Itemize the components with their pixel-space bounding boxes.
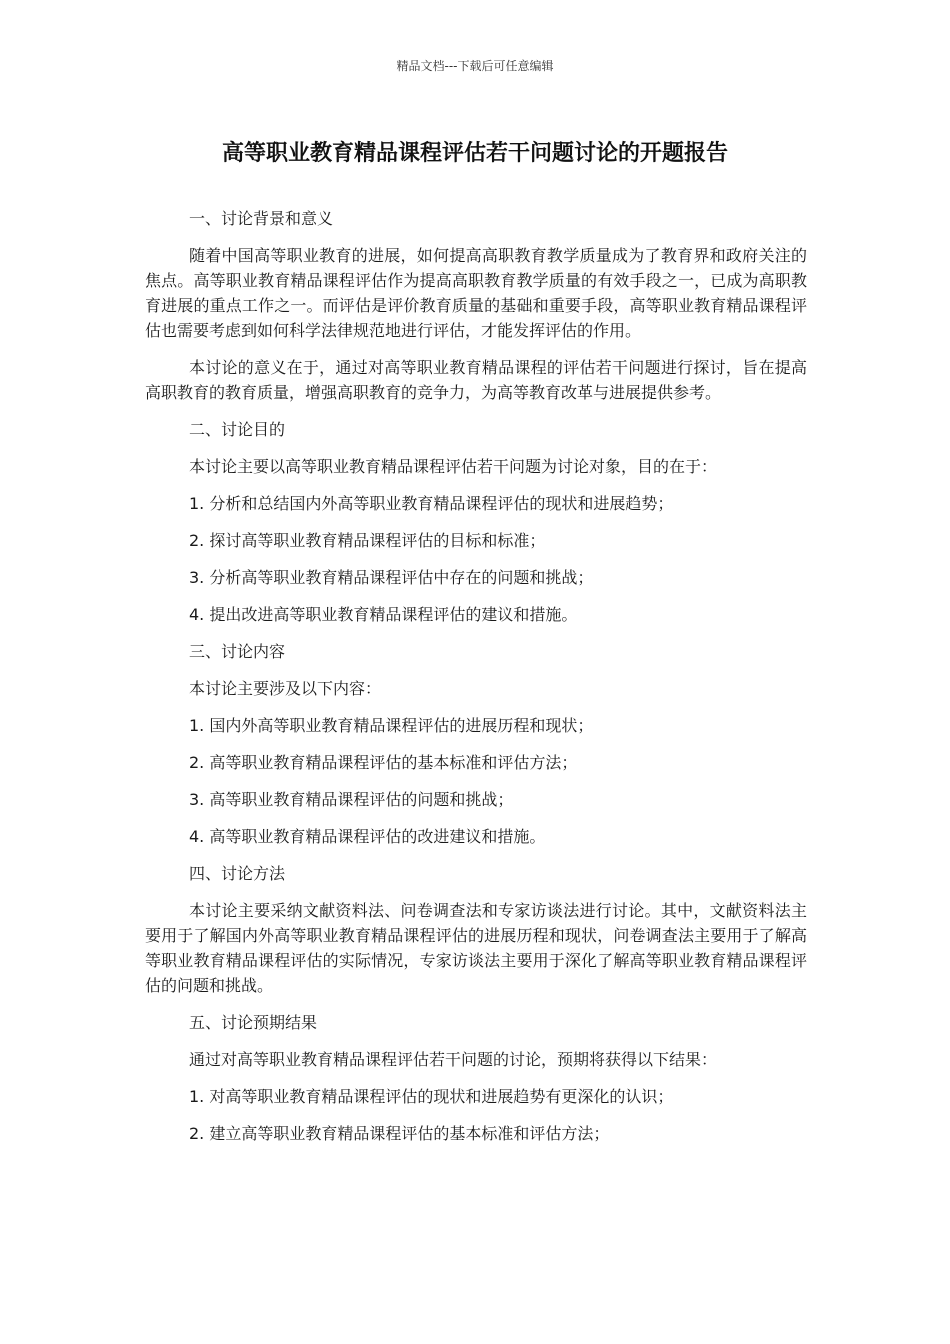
- list-item: 1. 分析和总结国内外高等职业教育精品课程评估的现状和进展趋势；: [189, 494, 674, 513]
- paragraph-purpose-intro: 本讨论主要以高等职业教育精品课程评估若干问题为讨论对象，目的在于：: [189, 457, 718, 476]
- list-item: 2. 探讨高等职业教育精品课程评估的目标和标准；: [189, 531, 546, 550]
- paragraph-background: 随着中国高等职业教育的进展，如何提高高职教育教学质量成为了教育界和政府关注的焦点。高等职业教育精品课程评估作为提高高职教育教学质量的有效手段之一，已成为高职教育进展的重点工作之一。而评估是评价教育质量的基础和重要手段，高等职业教育精品课程评估也需要考虑到如何科学法律规范地进行评估，才能发挥评估的作用。: [145, 246, 807, 340]
- section-heading-purpose: 二、讨论目的: [189, 420, 286, 439]
- paragraph-results-intro: 通过对高等职业教育精品课程评估若干问题的讨论，预期将获得以下结果：: [189, 1050, 718, 1069]
- section-heading-expected-results: 五、讨论预期结果: [189, 1013, 318, 1032]
- list-item: 2. 建立高等职业教育精品课程评估的基本标准和评估方法；: [189, 1124, 610, 1143]
- list-item: 1. 对高等职业教育精品课程评估的现状和进展趋势有更深化的认识；: [189, 1087, 674, 1106]
- paragraph-significance: 本讨论的意义在于，通过对高等职业教育精品课程的评估若干问题进行探讨，旨在提高高职教育的教育质量，增强高职教育的竞争力，为高等教育改革与进展提供参考。: [145, 358, 807, 402]
- list-item: 3. 分析高等职业教育精品课程评估中存在的问题和挑战；: [189, 568, 594, 587]
- document-title: 高等职业教育精品课程评估若干问题讨论的开题报告: [221, 141, 728, 166]
- list-item: 4. 高等职业教育精品课程评估的改进建议和措施。: [189, 827, 546, 846]
- paragraph-content-intro: 本讨论主要涉及以下内容：: [189, 679, 382, 698]
- section-heading-method: 四、讨论方法: [189, 864, 286, 883]
- list-item: 2. 高等职业教育精品课程评估的基本标准和评估方法；: [189, 753, 578, 772]
- section-heading-content: 三、讨论内容: [189, 642, 286, 661]
- section-heading-background: 一、讨论背景和意义: [189, 209, 334, 228]
- paragraph-method: 本讨论主要采纳文献资料法、问卷调查法和专家访谈法进行讨论。其中，文献资料法主要用于了解国内外高等职业教育精品课程评估的进展历程和现状，问卷调查法主要用于了解高等职业教育精品课程评估的实际情况，专家访谈法主要用于深化了解高等职业教育精品课程评估的问题和挑战。: [145, 901, 807, 995]
- header-note: 精品文档---下载后可任意编辑: [396, 59, 554, 73]
- list-item: 1. 国内外高等职业教育精品课程评估的进展历程和现状；: [189, 716, 594, 735]
- document-body: [145, 206, 807, 1158]
- list-item: 3. 高等职业教育精品课程评估的问题和挑战；: [189, 790, 514, 809]
- list-item: 4. 提出改进高等职业教育精品课程评估的建议和措施。: [189, 605, 578, 624]
